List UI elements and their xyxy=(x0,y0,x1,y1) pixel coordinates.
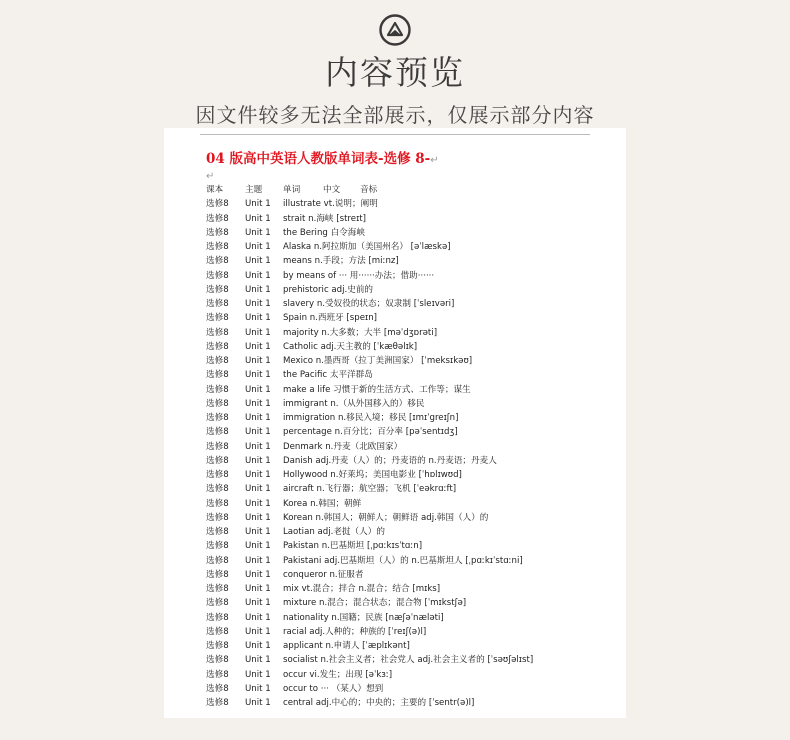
row-book: 选修8 xyxy=(206,227,229,238)
chevron-up-circle-icon[interactable] xyxy=(379,14,411,46)
row-unit: Unit 1 xyxy=(245,341,271,352)
row-entry: Danish adj.丹麦（人）的；丹麦语的 n.丹麦语；丹麦人 xyxy=(283,455,497,466)
row-unit: Unit 1 xyxy=(245,498,271,509)
row-entry: aircraft n.飞行器；航空器；飞机 [ˈeəkrɑːft] xyxy=(283,484,457,495)
row-unit: Unit 1 xyxy=(245,669,271,680)
row-entry: applicant n.申请人 [ˈæplɪkənt] xyxy=(283,641,410,651)
row-book: 选修8 xyxy=(206,213,229,224)
row-book: 选修8 xyxy=(206,199,229,210)
column-header-word: 单词 xyxy=(283,185,301,195)
row-book: 选修8 xyxy=(206,569,229,580)
column-header-chinese: 中文 xyxy=(323,185,341,195)
row-book: 选修8 xyxy=(206,370,229,381)
row-book: 选修8 xyxy=(206,584,229,594)
row-book: 选修8 xyxy=(206,427,229,438)
row-unit: Unit 1 xyxy=(245,213,271,224)
page-title: 内容预览 xyxy=(325,53,465,92)
row-book: 选修8 xyxy=(206,299,229,309)
row-unit: Unit 1 xyxy=(245,299,271,309)
row-unit: Unit 1 xyxy=(245,370,271,381)
row-unit: Unit 1 xyxy=(245,698,271,708)
row-unit: Unit 1 xyxy=(245,569,271,580)
row-entry: Laotian adj.老挝（人）的 xyxy=(283,527,385,537)
row-unit: Unit 1 xyxy=(245,683,271,694)
row-unit: Unit 1 xyxy=(245,242,271,252)
row-entry: Korean n.韩国人；朝鲜人；朝鲜语 adj.韩国（人）的 xyxy=(283,512,489,523)
row-entry: Denmark n.丹麦（北欧国家） xyxy=(283,441,403,452)
row-book: 选修8 xyxy=(206,512,229,523)
row-unit: Unit 1 xyxy=(245,384,271,395)
row-entry: conqueror n.征服者 xyxy=(283,569,364,580)
row-book: 选修8 xyxy=(206,598,229,609)
row-unit: Unit 1 xyxy=(245,555,271,566)
row-entry: by means of ··· 用······办法；借助······ xyxy=(283,270,435,281)
row-entry: occur vi.发生；出现 [əˈkɜː] xyxy=(283,669,393,680)
row-entry: nationality n.国籍；民族 [næʃəˈnæləti] xyxy=(283,612,444,623)
row-unit: Unit 1 xyxy=(245,270,271,281)
page-divider xyxy=(200,134,590,135)
row-book: 选修8 xyxy=(206,441,229,452)
row-unit: Unit 1 xyxy=(245,356,271,366)
row-entry: mix vt.混合；拌合 n.混合；结合 [mɪks] xyxy=(283,584,441,594)
row-unit: Unit 1 xyxy=(245,284,271,295)
page-subtitle: 因文件较多无法全部展示，仅展示部分内容 xyxy=(195,103,595,127)
row-book: 选修8 xyxy=(206,256,229,267)
row-unit: Unit 1 xyxy=(245,441,271,452)
row-book: 选修8 xyxy=(206,527,229,537)
row-unit: Unit 1 xyxy=(245,655,271,666)
column-header-unit: 主题 xyxy=(245,185,263,195)
row-book: 选修8 xyxy=(206,455,229,466)
row-book: 选修8 xyxy=(206,284,229,295)
row-book: 选修8 xyxy=(206,327,229,338)
row-entry: racial adj.人种的；种族的 [ˈreɪʃ(ə)l] xyxy=(283,626,427,637)
row-entry: Hollywood n.好莱坞；美国电影业 [ˈhɒlɪwʊd] xyxy=(283,470,462,480)
row-unit: Unit 1 xyxy=(245,313,271,324)
row-book: 选修8 xyxy=(206,498,229,509)
row-entry: central adj.中心的；中央的；主要的 [ˈsentr(ə)l] xyxy=(283,698,475,708)
row-entry: Catholic adj.天主教的 [ˈkæθəlɪk] xyxy=(283,341,418,352)
row-unit: Unit 1 xyxy=(245,256,271,267)
row-unit: Unit 1 xyxy=(245,512,271,523)
row-entry: means n.手段；方法 [miːnz] xyxy=(283,256,399,267)
row-book: 选修8 xyxy=(206,356,229,366)
row-entry: Pakistan n.巴基斯坦 [ˌpɑːkɪsˈtɑːn] xyxy=(283,541,423,552)
row-entry: Spain n.西班牙 [speɪn] xyxy=(283,313,377,324)
row-entry: illustrate vt.说明；阐明 xyxy=(283,199,378,210)
paragraph-mark: ↵ xyxy=(206,171,215,182)
row-book: 选修8 xyxy=(206,612,229,623)
row-unit: Unit 1 xyxy=(245,199,271,210)
row-entry: Korea n.韩国；朝鲜 xyxy=(283,498,362,509)
row-book: 选修8 xyxy=(206,698,229,708)
row-entry: strait n.海峡 [streɪt] xyxy=(283,213,366,224)
document-title: 04 版高中英语人教版单词表-选修 8-↵ xyxy=(206,151,439,167)
row-entry: mixture n.混合；混合状态；混合物 [ˈmɪkstʃə] xyxy=(283,598,467,609)
row-entry: Alaska n.阿拉斯加（美国州名） [əˈlæskə] xyxy=(283,242,451,252)
row-book: 选修8 xyxy=(206,398,229,409)
row-unit: Unit 1 xyxy=(245,584,271,594)
row-unit: Unit 1 xyxy=(245,612,271,623)
row-book: 选修8 xyxy=(206,413,229,423)
row-entry: percentage n.百分比；百分率 [pəˈsentɪdʒ] xyxy=(283,427,458,438)
row-unit: Unit 1 xyxy=(245,641,271,651)
row-book: 选修8 xyxy=(206,242,229,252)
column-header-phonetic: 音标 xyxy=(360,185,378,195)
row-book: 选修8 xyxy=(206,341,229,352)
row-unit: Unit 1 xyxy=(245,626,271,637)
row-entry: make a life 习惯于新的生活方式、工作等；谋生 xyxy=(283,384,471,395)
row-book: 选修8 xyxy=(206,484,229,495)
row-entry: immigration n.移民入境；移民 [ɪmɪˈgreɪʃn] xyxy=(283,413,459,423)
row-book: 选修8 xyxy=(206,555,229,566)
row-entry: slavery n.受奴役的状态；奴隶制 [ˈsleɪvəri] xyxy=(283,299,455,309)
row-entry: Pakistani adj.巴基斯坦（人）的 n.巴基斯坦人 [ˌpɑːkɪˈstɑːni] xyxy=(283,555,523,566)
row-unit: Unit 1 xyxy=(245,598,271,609)
row-unit: Unit 1 xyxy=(245,541,271,552)
row-book: 选修8 xyxy=(206,384,229,395)
row-unit: Unit 1 xyxy=(245,398,271,409)
row-book: 选修8 xyxy=(206,683,229,694)
row-unit: Unit 1 xyxy=(245,470,271,480)
row-book: 选修8 xyxy=(206,669,229,680)
row-book: 选修8 xyxy=(206,641,229,651)
row-entry: occur to ··· （某人）想到 xyxy=(283,683,384,694)
row-unit: Unit 1 xyxy=(245,227,271,238)
row-unit: Unit 1 xyxy=(245,527,271,537)
row-entry: majority n.大多数；大半 [məˈdʒɒrəti] xyxy=(283,327,438,338)
row-entry: immigrant n.（从外国移入的）移民 xyxy=(283,398,425,409)
row-book: 选修8 xyxy=(206,655,229,666)
column-header-book: 课本 xyxy=(206,185,224,195)
row-book: 选修8 xyxy=(206,626,229,637)
row-entry: the Bering 白令海峡 xyxy=(283,227,365,238)
document-preview xyxy=(164,128,626,718)
row-book: 选修8 xyxy=(206,313,229,324)
row-unit: Unit 1 xyxy=(245,484,271,495)
row-unit: Unit 1 xyxy=(245,455,271,466)
row-book: 选修8 xyxy=(206,270,229,281)
row-unit: Unit 1 xyxy=(245,413,271,423)
row-unit: Unit 1 xyxy=(245,427,271,438)
row-book: 选修8 xyxy=(206,541,229,552)
row-unit: Unit 1 xyxy=(245,327,271,338)
row-entry: prehistoric adj.史前的 xyxy=(283,284,374,295)
row-book: 选修8 xyxy=(206,470,229,480)
row-entry: the Pacific 太平洋群岛 xyxy=(283,370,373,381)
row-entry: socialist n.社会主义者；社会党人 adj.社会主义者的 [ˈsəʊʃəlɪst] xyxy=(283,655,534,666)
row-entry: Mexico n.墨西哥（拉丁美洲国家） [ˈmeksɪkəʊ] xyxy=(283,356,473,366)
